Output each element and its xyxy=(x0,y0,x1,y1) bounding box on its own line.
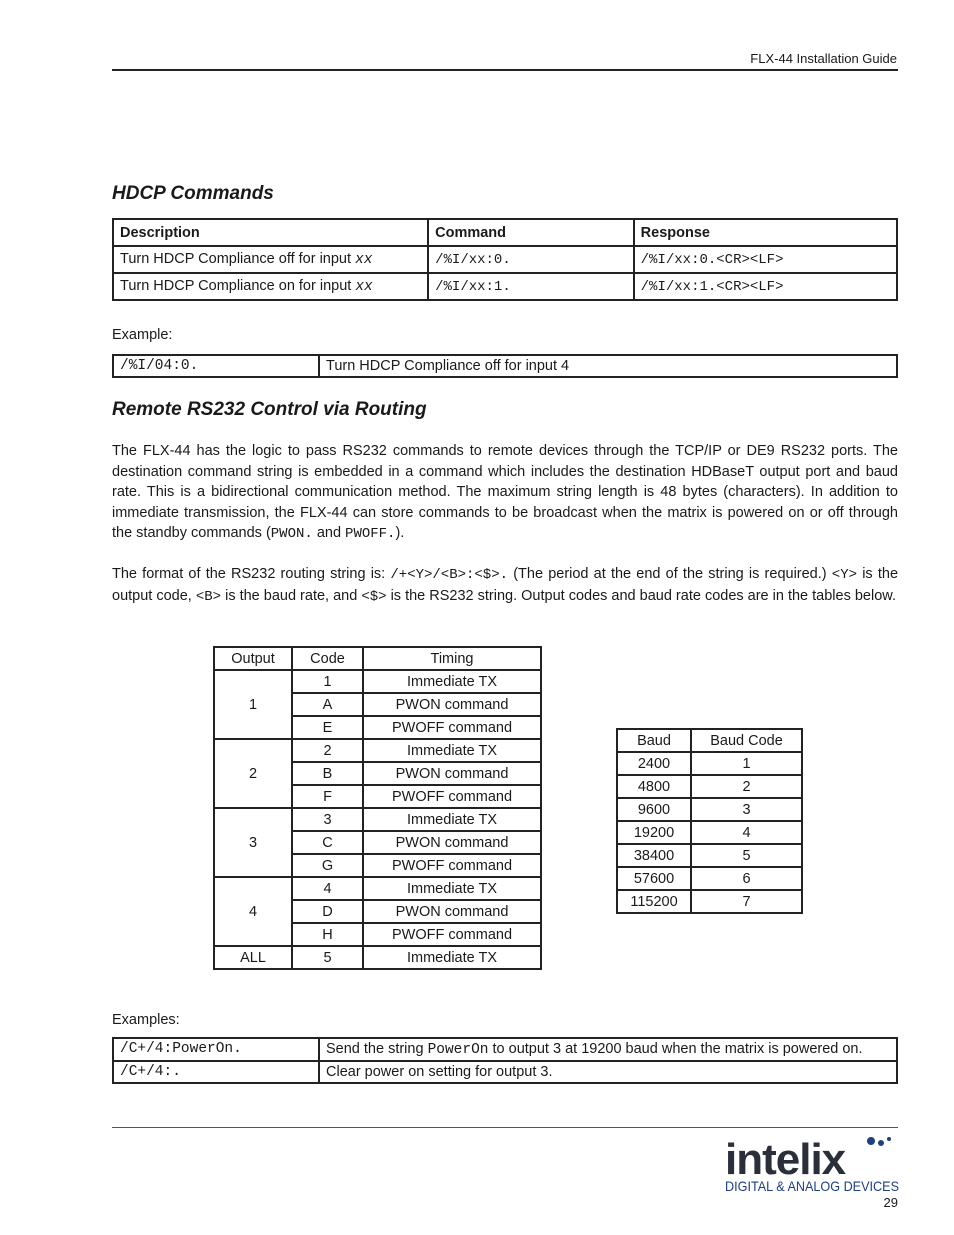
rs232-examples-table xyxy=(112,1037,898,1084)
timing-cell: PWOFF command xyxy=(363,923,541,946)
example-command: /%I/04:0. xyxy=(113,355,319,377)
baud-code-cell: 5 xyxy=(691,844,802,867)
code-cell: H xyxy=(292,923,363,946)
timing-cell: PWON command xyxy=(363,693,541,716)
example-label: Example: xyxy=(112,327,173,343)
baud-cell: 4800 xyxy=(617,775,691,798)
timing-cell: PWON command xyxy=(363,900,541,923)
code-cell: 5 xyxy=(292,946,363,969)
table-row xyxy=(113,1061,897,1083)
example-command: /C+/4:PowerOn. xyxy=(113,1038,319,1061)
baud-code-cell: 7 xyxy=(691,890,802,913)
column-header: Baud xyxy=(617,729,691,752)
column-header: Command xyxy=(428,219,634,246)
table-row xyxy=(617,798,802,821)
section-heading-hdcp: HDCP Commands xyxy=(112,183,274,204)
table-row xyxy=(617,890,802,913)
code-cell: 2 xyxy=(292,739,363,762)
column-header: Response xyxy=(634,219,897,246)
code-cell: 3 xyxy=(292,808,363,831)
intelix-logo xyxy=(723,1134,903,1194)
code-inline: PWON. xyxy=(270,526,313,543)
example-description xyxy=(319,1038,897,1061)
column-header: Timing xyxy=(363,647,541,670)
code-cell: B xyxy=(292,762,363,785)
example-description: Turn HDCP Compliance off for input 4 xyxy=(319,355,897,377)
logo-dot xyxy=(867,1137,875,1145)
column-header: Code xyxy=(292,647,363,670)
response-cell: /%I/xx:1.<CR><LF> xyxy=(634,273,897,300)
code-cell: 1 xyxy=(292,670,363,693)
table-row xyxy=(617,775,802,798)
code-inline: PWOFF. xyxy=(345,526,396,543)
example-description xyxy=(319,1061,897,1083)
table-row xyxy=(113,246,897,273)
header-rule xyxy=(112,69,898,71)
table-row xyxy=(214,808,541,831)
text: and xyxy=(312,525,346,542)
code-cell: D xyxy=(292,900,363,923)
code-inline: PowerOn xyxy=(427,1042,489,1058)
timing-cell: Immediate TX xyxy=(363,946,541,969)
logo-dot xyxy=(887,1137,891,1141)
baud-cell: 115200 xyxy=(617,890,691,913)
timing-cell: PWOFF command xyxy=(363,785,541,808)
baud-cell: 38400 xyxy=(617,844,691,867)
text: to output 3 at 19200 baud when the matrix is powered on. xyxy=(488,1041,863,1057)
table-header-row xyxy=(113,219,897,246)
logo-dot xyxy=(878,1140,884,1146)
text: ). xyxy=(395,525,405,542)
table-row xyxy=(214,877,541,900)
logo-wordmark: intelix xyxy=(725,1135,846,1184)
page-number: 29 xyxy=(883,1195,898,1210)
text: The FLX-44 has the logic to pass RS232 commands to remote devices through the TCP/IP or DE9 RS232 ports. The destination command string is embedded in a command which includes the destination HDBaseT output port and baud rate. This is a bidirectional communication method. The maximum string length is 48 bytes (characters). In addition to immediate transmission, the FLX-44 can store commands to be broadcast when the matrix is powered on or off through the standby commands ( xyxy=(112,443,898,542)
table-row xyxy=(617,752,802,775)
command-cell: /%I/xx:0. xyxy=(428,246,634,273)
description-text: Turn HDCP Compliance on for input xyxy=(120,278,352,294)
table-row xyxy=(113,273,897,300)
code-inline: <Y> xyxy=(831,567,858,583)
output-cell: 3 xyxy=(214,808,292,877)
text: The format of the RS232 routing string is: xyxy=(112,566,391,582)
table-header-row xyxy=(617,729,802,752)
baud-code-table xyxy=(616,728,803,914)
section-heading-rs232: Remote RS232 Control via Routing xyxy=(112,399,427,420)
table-row xyxy=(113,355,897,377)
code-cell: 4 xyxy=(292,877,363,900)
baud-cell: 9600 xyxy=(617,798,691,821)
baud-code-cell: 4 xyxy=(691,821,802,844)
table-row xyxy=(214,670,541,693)
baud-code-cell: 1 xyxy=(691,752,802,775)
table-row xyxy=(214,946,541,969)
table-row xyxy=(617,844,802,867)
logo-tagline: DIGITAL & ANALOG DEVICES xyxy=(725,1178,899,1194)
code-inline: /+<Y>/<B>:<$>. xyxy=(390,567,509,583)
baud-code-cell: 3 xyxy=(691,798,802,821)
code-inline: <B> xyxy=(195,588,222,605)
rs232-intro-paragraph xyxy=(112,441,898,545)
column-header: Baud Code xyxy=(691,729,802,752)
text: Send the string xyxy=(326,1041,428,1057)
baud-code-cell: 2 xyxy=(691,775,802,798)
code-cell: E xyxy=(292,716,363,739)
output-cell: 2 xyxy=(214,739,292,808)
timing-cell: Immediate TX xyxy=(363,739,541,762)
text: Clear power on setting for output 3. xyxy=(326,1064,553,1080)
code-cell: C xyxy=(292,831,363,854)
output-cell: 1 xyxy=(214,670,292,739)
description-cell xyxy=(113,246,428,273)
timing-cell: PWOFF command xyxy=(363,716,541,739)
timing-cell: Immediate TX xyxy=(363,877,541,900)
column-header: Output xyxy=(214,647,292,670)
column-header: Description xyxy=(113,219,428,246)
timing-cell: Immediate TX xyxy=(363,808,541,831)
command-cell: /%I/xx:1. xyxy=(428,273,634,300)
code-cell: F xyxy=(292,785,363,808)
output-cell: ALL xyxy=(214,946,292,969)
baud-cell: 2400 xyxy=(617,752,691,775)
code-cell: G xyxy=(292,854,363,877)
footer-rule xyxy=(112,1127,898,1128)
text: (The period at the end of the string is required.) xyxy=(508,566,832,582)
response-cell: /%I/xx:0.<CR><LF> xyxy=(634,246,897,273)
example-command: /C+/4:. xyxy=(113,1061,319,1083)
input-variable: xx xyxy=(355,279,373,295)
hdcp-example-table xyxy=(112,354,898,378)
baud-cell: 19200 xyxy=(617,821,691,844)
timing-cell: Immediate TX xyxy=(363,670,541,693)
input-variable: xx xyxy=(355,252,373,268)
timing-cell: PWON command xyxy=(363,762,541,785)
table-header-row xyxy=(214,647,541,670)
text: is the output code, xyxy=(112,566,899,604)
table-row xyxy=(617,867,802,890)
table-row xyxy=(214,739,541,762)
hdcp-command-table xyxy=(112,218,898,301)
description-text: Turn HDCP Compliance off for input xyxy=(120,251,352,267)
text: is the RS232 string. Output codes and baud rate codes are in the tables below. xyxy=(386,587,896,604)
examples-label: Examples: xyxy=(112,1012,180,1028)
timing-cell: PWON command xyxy=(363,831,541,854)
output-code-table xyxy=(213,646,542,970)
page-header-title: FLX-44 Installation Guide xyxy=(750,51,897,66)
text: is the baud rate, and xyxy=(221,587,362,604)
code-inline: <$> xyxy=(361,588,387,605)
baud-cell: 57600 xyxy=(617,867,691,890)
code-cell: A xyxy=(292,693,363,716)
baud-code-cell: 6 xyxy=(691,867,802,890)
output-cell: 4 xyxy=(214,877,292,946)
table-row xyxy=(113,1038,897,1061)
table-row xyxy=(617,821,802,844)
rs232-format-paragraph xyxy=(112,564,898,607)
timing-cell: PWOFF command xyxy=(363,854,541,877)
description-cell xyxy=(113,273,428,300)
